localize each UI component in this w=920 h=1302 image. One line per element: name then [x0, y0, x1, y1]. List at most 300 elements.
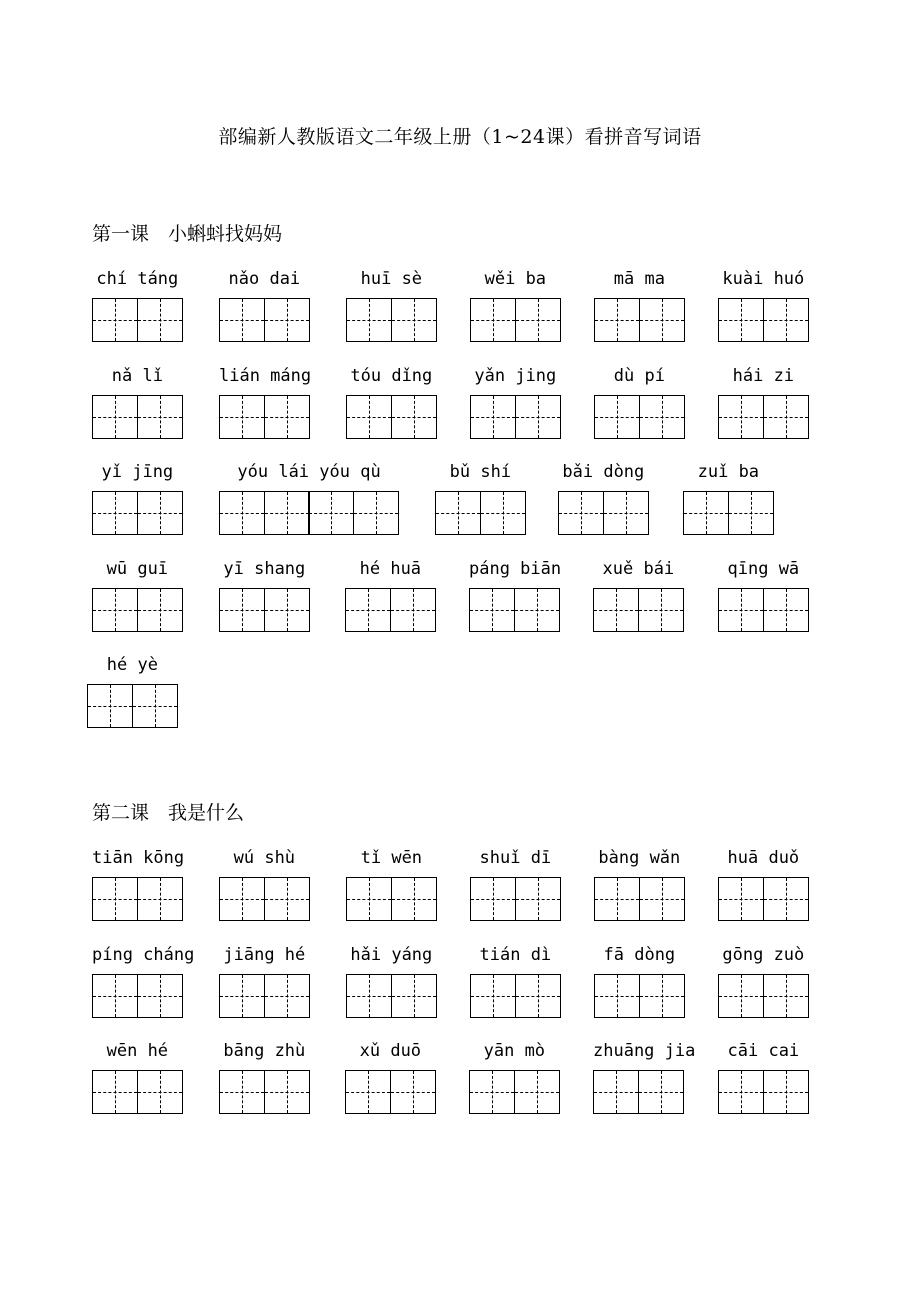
guide-line-vertical [160, 975, 161, 1017]
word-item [219, 847, 310, 923]
writing-grid [345, 1070, 436, 1114]
writing-grid [345, 588, 436, 632]
pinyin-label: huī sè [360, 269, 423, 289]
guide-line-vertical [492, 1071, 493, 1113]
writing-grid [594, 298, 685, 342]
pinyin-label: hé huā [359, 559, 422, 579]
tianzige-cell[interactable] [346, 298, 392, 342]
tianzige-cell[interactable] [346, 395, 392, 439]
pinyin-label: dù pí [613, 366, 665, 386]
tianzige-cell[interactable] [391, 877, 437, 921]
word-item [718, 268, 809, 344]
pinyin-label: xuě bái [602, 559, 675, 579]
guide-line-vertical [616, 589, 617, 631]
tianzige-cell[interactable] [92, 1070, 138, 1114]
pinyin-label: bǔ shí [449, 462, 512, 482]
guide-line-vertical [110, 685, 111, 727]
tianzige-cell[interactable] [718, 974, 764, 1018]
word-item [470, 944, 561, 1020]
guide-line-vertical [662, 396, 663, 438]
writing-grid [87, 684, 178, 728]
guide-line-vertical [369, 975, 370, 1017]
pinyin-label: zhuāng jia [593, 1041, 696, 1061]
tianzige-cell[interactable] [603, 491, 649, 535]
pinyin-label: hǎi yáng [350, 945, 433, 965]
writing-grid [558, 491, 649, 535]
guide-line-vertical [160, 1071, 161, 1113]
pinyin-label: bāng zhù [223, 1041, 306, 1061]
tianzige-cell[interactable] [470, 298, 516, 342]
guide-line-vertical [115, 589, 116, 631]
writing-grid [718, 974, 809, 1018]
guide-line-vertical [287, 1071, 288, 1113]
guide-line-vertical [242, 492, 243, 534]
guide-line-vertical [287, 589, 288, 631]
pinyin-label: lián máng [219, 366, 312, 386]
guide-line-vertical [160, 589, 161, 631]
tianzige-cell[interactable] [638, 588, 684, 632]
tianzige-cell[interactable] [594, 298, 640, 342]
pinyin-label: xǔ duō [359, 1041, 422, 1061]
guide-line-vertical [287, 878, 288, 920]
guide-line-vertical [413, 1071, 414, 1113]
word-item [718, 944, 809, 1020]
guide-line-vertical [662, 975, 663, 1017]
tianzige-cell[interactable] [391, 298, 437, 342]
tianzige-cell[interactable] [219, 1070, 265, 1114]
tianzige-cell[interactable] [390, 588, 436, 632]
guide-line-vertical [492, 589, 493, 631]
pinyin-label: yóu lái yóu qù [237, 462, 381, 482]
tianzige-cell[interactable] [763, 1070, 809, 1114]
pinyin-label: bàng wǎn [598, 848, 681, 868]
tianzige-cell[interactable] [718, 298, 764, 342]
tianzige-cell[interactable] [638, 1070, 684, 1114]
tianzige-cell[interactable] [594, 395, 640, 439]
writing-grid [92, 298, 183, 342]
guide-line-vertical [242, 589, 243, 631]
lesson-1-heading: 第一课 小蝌蚪找妈妈 [92, 223, 283, 245]
page-title: 部编新人教版语文二年级上册（1~24课）看拼音写词语 [218, 126, 702, 148]
guide-line-vertical [786, 975, 787, 1017]
guide-line-vertical [538, 299, 539, 341]
guide-line-vertical [242, 878, 243, 920]
guide-line-vertical [414, 975, 415, 1017]
word-item [594, 365, 685, 441]
pinyin-label: yān mò [483, 1041, 546, 1061]
word-item [469, 558, 560, 634]
word-item [219, 558, 310, 634]
word-item [92, 461, 183, 537]
guide-line-vertical [537, 589, 538, 631]
tianzige-cell[interactable] [219, 974, 265, 1018]
word-item [346, 365, 437, 441]
tianzige-cell[interactable] [718, 588, 764, 632]
guide-line-vertical [493, 396, 494, 438]
tianzige-cell[interactable] [92, 588, 138, 632]
tianzige-cell[interactable] [515, 877, 561, 921]
tianzige-cell[interactable] [718, 1070, 764, 1114]
tianzige-cell[interactable] [264, 588, 310, 632]
guide-line-vertical [331, 492, 332, 534]
writing-grid [718, 1070, 809, 1114]
pinyin-label: tóu dǐng [350, 366, 433, 386]
guide-line-vertical [741, 878, 742, 920]
guide-line-vertical [368, 1071, 369, 1113]
tianzige-cell[interactable] [469, 1070, 515, 1114]
writing-grid [219, 1070, 310, 1114]
guide-line-vertical [662, 299, 663, 341]
guide-line-vertical [155, 685, 156, 727]
word-item [718, 847, 809, 923]
tianzige-cell[interactable] [219, 491, 265, 535]
guide-line-vertical [661, 1071, 662, 1113]
writing-grid [594, 974, 685, 1018]
guide-line-vertical [786, 396, 787, 438]
tianzige-cell[interactable] [515, 298, 561, 342]
tianzige-cell[interactable] [594, 877, 640, 921]
word-item [92, 944, 195, 1020]
writing-grid [219, 491, 399, 535]
writing-grid [470, 298, 561, 342]
tianzige-cell[interactable] [639, 298, 685, 342]
guide-line-vertical [287, 975, 288, 1017]
guide-line-vertical [617, 396, 618, 438]
word-item [87, 654, 178, 730]
guide-line-vertical [369, 396, 370, 438]
pinyin-label: nǎ lǐ [111, 366, 163, 386]
guide-line-vertical [242, 975, 243, 1017]
guide-line-vertical [242, 396, 243, 438]
writing-grid [435, 491, 526, 535]
pinyin-label: tiān kōng [92, 848, 185, 868]
tianzige-cell[interactable] [763, 877, 809, 921]
writing-grid [718, 588, 809, 632]
word-item [435, 461, 526, 537]
tianzige-cell[interactable] [92, 298, 138, 342]
word-item [92, 558, 183, 634]
word-item [470, 847, 561, 923]
writing-grid [219, 395, 310, 439]
pinyin-label: shuǐ dī [479, 848, 552, 868]
tianzige-cell[interactable] [92, 491, 138, 535]
tianzige-cell[interactable] [219, 395, 265, 439]
word-item [345, 558, 436, 634]
word-item [219, 944, 310, 1020]
guide-line-vertical [617, 299, 618, 341]
guide-line-vertical [538, 396, 539, 438]
word-item [219, 365, 310, 441]
word-item [346, 944, 437, 1020]
guide-line-vertical [414, 878, 415, 920]
guide-line-vertical [661, 589, 662, 631]
pinyin-label: zuǐ ba [697, 462, 760, 482]
guide-line-vertical [287, 492, 288, 534]
pinyin-label: wū guī [106, 559, 169, 579]
tianzige-cell[interactable] [728, 491, 774, 535]
tianzige-cell[interactable] [639, 877, 685, 921]
guide-line-vertical [115, 1071, 116, 1113]
tianzige-cell[interactable] [763, 395, 809, 439]
guide-line-vertical [242, 299, 243, 341]
guide-line-vertical [662, 878, 663, 920]
pinyin-label: wēn hé [106, 1041, 169, 1061]
tianzige-cell[interactable] [391, 974, 437, 1018]
tianzige-cell[interactable] [92, 974, 138, 1018]
guide-line-vertical [706, 492, 707, 534]
pinyin-label: jiāng hé [223, 945, 306, 965]
word-item [594, 944, 685, 1020]
writing-grid [469, 1070, 560, 1114]
tianzige-cell[interactable] [137, 877, 183, 921]
guide-line-vertical [160, 396, 161, 438]
pinyin-label: tǐ wēn [360, 848, 423, 868]
tianzige-cell[interactable] [264, 491, 310, 535]
tianzige-cell[interactable] [137, 588, 183, 632]
guide-line-vertical [115, 975, 116, 1017]
guide-line-vertical [369, 299, 370, 341]
tianzige-cell[interactable] [132, 684, 178, 728]
guide-line-vertical [617, 878, 618, 920]
pinyin-label: yǐ jīng [101, 462, 174, 482]
guide-line-vertical [493, 878, 494, 920]
pinyin-label: qīng wā [727, 559, 800, 579]
writing-grid [92, 395, 183, 439]
writing-grid [470, 974, 561, 1018]
tianzige-cell[interactable] [763, 298, 809, 342]
tianzige-cell[interactable] [345, 1070, 391, 1114]
word-item [92, 1040, 183, 1116]
tianzige-cell[interactable] [514, 1070, 560, 1114]
guide-line-vertical [741, 299, 742, 341]
tianzige-cell[interactable] [219, 298, 265, 342]
tianzige-cell[interactable] [346, 974, 392, 1018]
writing-grid [470, 395, 561, 439]
writing-grid [718, 298, 809, 342]
guide-line-vertical [160, 492, 161, 534]
word-item [470, 365, 561, 441]
word-item [92, 847, 183, 923]
pinyin-label: gōng zuò [722, 945, 805, 965]
pinyin-label: nǎo dai [228, 269, 301, 289]
writing-grid [346, 395, 437, 439]
guide-line-vertical [741, 396, 742, 438]
guide-line-vertical [581, 492, 582, 534]
tianzige-cell[interactable] [346, 877, 392, 921]
writing-grid [593, 588, 684, 632]
tianzige-cell[interactable] [137, 974, 183, 1018]
tianzige-cell[interactable] [470, 395, 516, 439]
tianzige-cell[interactable] [480, 491, 526, 535]
tianzige-cell[interactable] [469, 588, 515, 632]
writing-grid [594, 395, 685, 439]
guide-line-vertical [617, 975, 618, 1017]
pinyin-label: kuài huó [722, 269, 805, 289]
lesson-2-heading: 第二课 我是什么 [92, 802, 245, 824]
tianzige-cell[interactable] [264, 1070, 310, 1114]
writing-grid [593, 1070, 684, 1114]
tianzige-cell[interactable] [137, 298, 183, 342]
word-item [593, 1040, 696, 1116]
word-item [219, 268, 310, 344]
guide-line-vertical [741, 975, 742, 1017]
pinyin-label: fā dòng [603, 945, 676, 965]
word-item [469, 1040, 560, 1116]
pinyin-label: wěi ba [484, 269, 547, 289]
tianzige-cell[interactable] [264, 298, 310, 342]
writing-grid [219, 974, 310, 1018]
word-item [718, 558, 809, 634]
guide-line-vertical [160, 299, 161, 341]
guide-line-vertical [376, 492, 377, 534]
writing-grid [92, 877, 183, 921]
guide-line-vertical [786, 589, 787, 631]
guide-line-vertical [537, 1071, 538, 1113]
tianzige-cell[interactable] [264, 877, 310, 921]
guide-line-vertical [626, 492, 627, 534]
writing-grid [718, 877, 809, 921]
guide-line-vertical [538, 975, 539, 1017]
writing-grid [683, 491, 774, 535]
guide-line-vertical [414, 299, 415, 341]
tianzige-cell[interactable] [558, 491, 604, 535]
guide-line-vertical [493, 975, 494, 1017]
guide-line-vertical [369, 878, 370, 920]
guide-line-vertical [786, 1071, 787, 1113]
tianzige-cell[interactable] [763, 588, 809, 632]
tianzige-cell[interactable] [219, 877, 265, 921]
writing-grid [346, 877, 437, 921]
guide-line-vertical [786, 299, 787, 341]
tianzige-cell[interactable] [593, 1070, 639, 1114]
tianzige-cell[interactable] [137, 1070, 183, 1114]
guide-line-vertical [115, 396, 116, 438]
pinyin-label: yī shang [223, 559, 306, 579]
writing-grid [469, 588, 560, 632]
guide-line-vertical [160, 878, 161, 920]
tianzige-cell[interactable] [137, 491, 183, 535]
tianzige-cell[interactable] [639, 395, 685, 439]
writing-grid [92, 588, 183, 632]
tianzige-cell[interactable] [345, 588, 391, 632]
word-item [470, 268, 561, 344]
word-item [683, 461, 774, 537]
tianzige-cell[interactable] [92, 877, 138, 921]
tianzige-cell[interactable] [594, 974, 640, 1018]
word-item [346, 268, 437, 344]
tianzige-cell[interactable] [391, 395, 437, 439]
tianzige-cell[interactable] [718, 877, 764, 921]
tianzige-cell[interactable] [593, 588, 639, 632]
word-item [593, 558, 684, 634]
tianzige-cell[interactable] [515, 974, 561, 1018]
tianzige-cell[interactable] [470, 974, 516, 1018]
word-item [92, 268, 183, 344]
guide-line-vertical [751, 492, 752, 534]
guide-line-vertical [741, 1071, 742, 1113]
pinyin-label: mā ma [613, 269, 665, 289]
tianzige-cell[interactable] [353, 491, 399, 535]
guide-line-vertical [741, 589, 742, 631]
word-item [219, 461, 399, 537]
word-item [594, 847, 685, 923]
pinyin-label: wú shù [233, 848, 296, 868]
guide-line-vertical [287, 396, 288, 438]
writing-grid [346, 974, 437, 1018]
writing-grid [219, 877, 310, 921]
writing-grid [718, 395, 809, 439]
tianzige-cell[interactable] [683, 491, 729, 535]
pinyin-label: cāi cai [727, 1041, 800, 1061]
tianzige-cell[interactable] [219, 588, 265, 632]
guide-line-vertical [458, 492, 459, 534]
pinyin-label: píng cháng [92, 945, 195, 965]
tianzige-cell[interactable] [137, 395, 183, 439]
guide-line-vertical [786, 878, 787, 920]
word-item [346, 847, 437, 923]
word-item [718, 1040, 809, 1116]
word-item [558, 461, 649, 537]
word-item [92, 365, 183, 441]
writing-grid [594, 877, 685, 921]
tianzige-cell[interactable] [264, 395, 310, 439]
guide-line-vertical [414, 396, 415, 438]
writing-grid [470, 877, 561, 921]
guide-line-vertical [493, 299, 494, 341]
tianzige-cell[interactable] [763, 974, 809, 1018]
tianzige-cell[interactable] [87, 684, 133, 728]
word-item [718, 365, 809, 441]
tianzige-cell[interactable] [390, 1070, 436, 1114]
tianzige-cell[interactable] [435, 491, 481, 535]
pinyin-label: bǎi dòng [562, 462, 645, 482]
writing-grid [346, 298, 437, 342]
tianzige-cell[interactable] [514, 588, 560, 632]
pinyin-label: hái zi [732, 366, 795, 386]
tianzige-cell[interactable] [264, 974, 310, 1018]
pinyin-label: chí táng [96, 269, 179, 289]
guide-line-vertical [413, 589, 414, 631]
tianzige-cell[interactable] [515, 395, 561, 439]
guide-line-vertical [538, 878, 539, 920]
guide-line-vertical [616, 1071, 617, 1113]
guide-line-vertical [503, 492, 504, 534]
tianzige-cell[interactable] [92, 395, 138, 439]
word-item [594, 268, 685, 344]
pinyin-label: tián dì [479, 945, 552, 965]
writing-grid [92, 1070, 183, 1114]
word-item [219, 1040, 310, 1116]
writing-grid [92, 491, 183, 535]
guide-line-vertical [115, 492, 116, 534]
pinyin-label: huā duǒ [727, 848, 800, 868]
tianzige-cell[interactable] [470, 877, 516, 921]
tianzige-cell[interactable] [308, 491, 354, 535]
writing-grid [219, 588, 310, 632]
writing-grid [219, 298, 310, 342]
tianzige-cell[interactable] [718, 395, 764, 439]
guide-line-vertical [242, 1071, 243, 1113]
guide-line-vertical [368, 589, 369, 631]
guide-line-vertical [287, 299, 288, 341]
word-item [345, 1040, 436, 1116]
pinyin-label: páng biān [469, 559, 562, 579]
writing-grid [92, 974, 183, 1018]
tianzige-cell[interactable] [639, 974, 685, 1018]
guide-line-vertical [115, 299, 116, 341]
pinyin-label: yǎn jing [474, 366, 557, 386]
guide-line-vertical [115, 878, 116, 920]
